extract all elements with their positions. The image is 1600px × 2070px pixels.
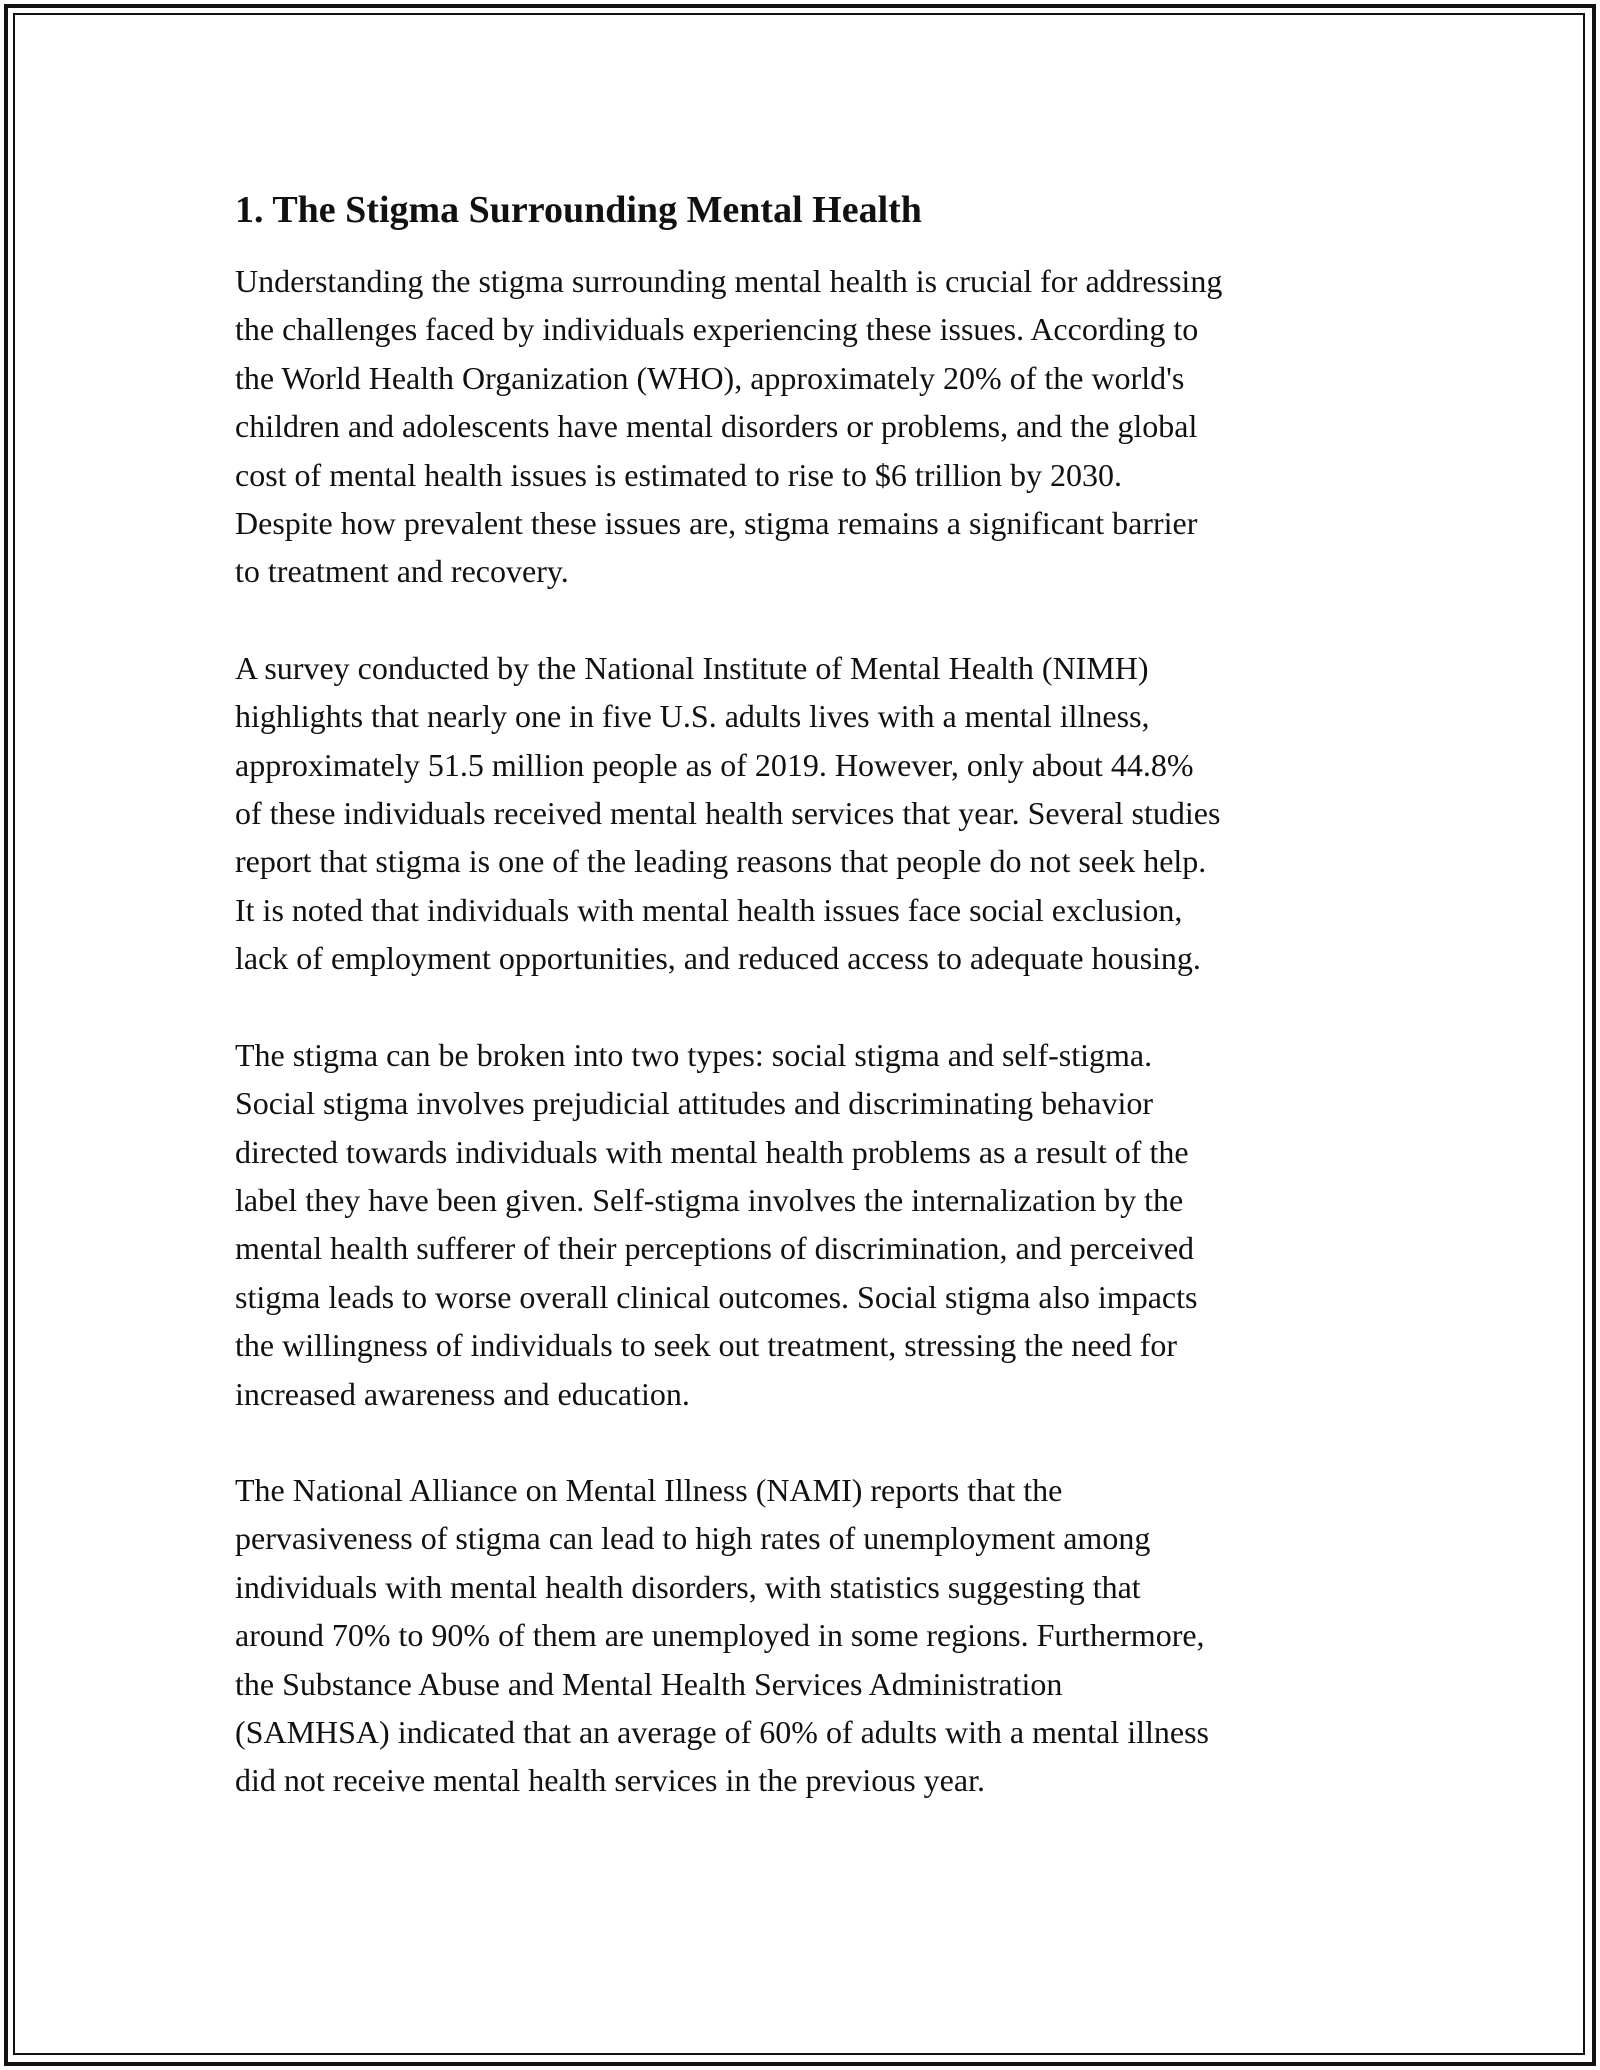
text-line: The National Alliance on Mental Illness (NAMI) reports that the — [235, 1471, 1063, 1508]
text-line: mental health sufferer of their perceptions of discrimination, and perceived — [235, 1230, 1195, 1267]
paragraph — [235, 1031, 1385, 1418]
text-line: increased awareness and education. — [235, 1375, 690, 1412]
paragraph — [235, 644, 1385, 983]
text-line: of these individuals received mental health services that year. Several studies — [235, 795, 1221, 832]
text-line: Understanding the stigma surrounding mental health is crucial for addressing — [235, 263, 1223, 299]
text-line: cost of mental health issues is estimated to rise to $6 trillion by 2030. — [235, 456, 1122, 493]
text-line: label they have been given. Self-stigma involves the internalization by the — [235, 1181, 1184, 1218]
text-line: the World Health Organization (WHO), approximately 20% of the world's — [235, 359, 1185, 396]
text-line: (SAMHSA) indicated that an average of 60% of adults with a mental illness — [235, 1713, 1209, 1750]
text-line: The stigma can be broken into two types: social stigma and self-stigma. — [235, 1036, 1153, 1073]
text-line: children and adolescents have mental disorders or problems, and the global — [235, 408, 1198, 445]
text-line: did not receive mental health services in the previous year. — [235, 1762, 985, 1799]
text-line: the Substance Abuse and Mental Health Services Administration — [235, 1665, 1063, 1702]
text-line: individuals with mental health disorders, with statistics suggesting that — [235, 1568, 1141, 1605]
text-line: Despite how prevalent these issues are, stigma remains a significant barrier — [235, 505, 1198, 542]
paragraph — [235, 1466, 1385, 1805]
text-line: highlights that nearly one in five U.S. adults lives with a mental illness, — [235, 698, 1150, 735]
text-line: approximately 51.5 million people as of 2019. However, only about 44.8% — [235, 746, 1194, 783]
text-line: report that stigma is one of the leading reasons that people do not seek help. — [235, 843, 1207, 880]
paragraph-list — [235, 257, 1385, 1805]
text-line: around 70% to 90% of them are unemployed in some regions. Furthermore, — [235, 1617, 1205, 1654]
text-line: the willingness of individuals to seek out treatment, stressing the need for — [235, 1327, 1178, 1364]
section-heading: 1. The Stigma Surrounding Mental Health — [235, 189, 922, 231]
text-line: It is noted that individuals with mental health issues face social exclusion, — [235, 891, 1183, 928]
text-line: the challenges faced by individuals experiencing these issues. According to — [235, 311, 1199, 348]
text-line: Social stigma involves prejudicial attitudes and discriminating behavior — [235, 1085, 1154, 1122]
text-line: lack of employment opportunities, and reduced access to adequate housing. — [235, 940, 1201, 977]
paragraph — [235, 257, 1385, 596]
text-line: to treatment and recovery. — [235, 553, 569, 590]
document-body — [235, 185, 1385, 1853]
text-line: A survey conducted by the National Institute of Mental Health (NIMH) — [235, 649, 1149, 686]
text-line: pervasiveness of stigma can lead to high rates of unemployment among — [235, 1520, 1151, 1557]
text-line: stigma leads to worse overall clinical outcomes. Social stigma also impacts — [235, 1278, 1198, 1315]
text-line: directed towards individuals with mental health problems as a result of the — [235, 1133, 1189, 1170]
